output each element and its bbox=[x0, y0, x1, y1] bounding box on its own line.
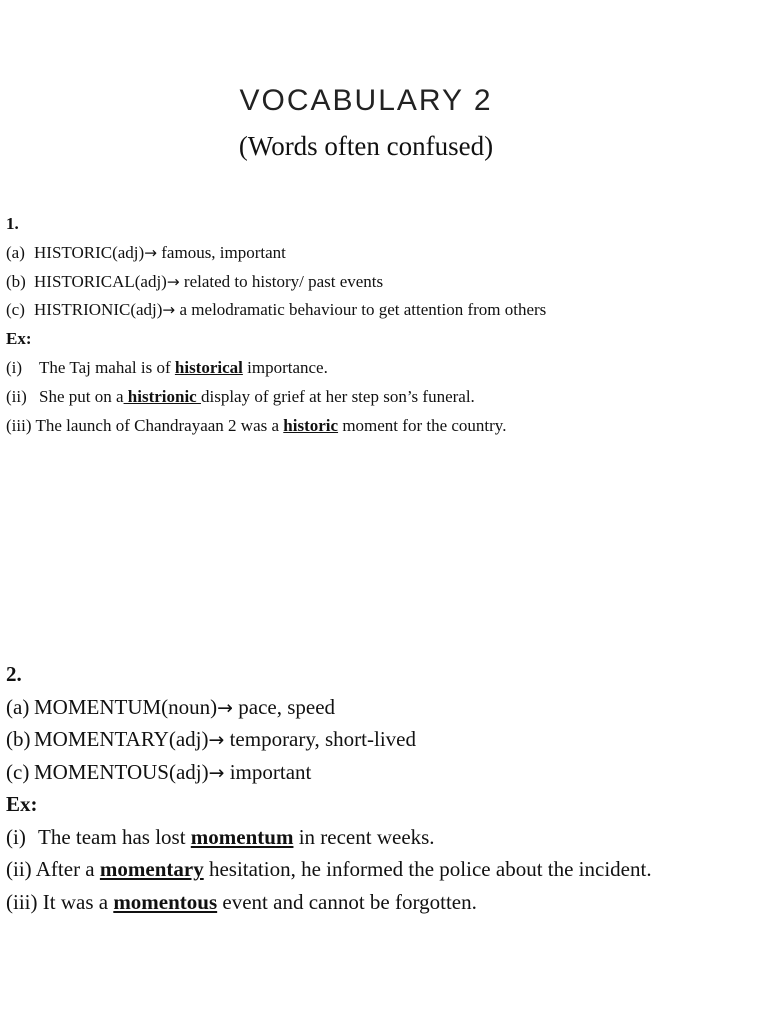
arrow-right-icon: → bbox=[208, 761, 225, 784]
example-label: (ii) bbox=[6, 386, 27, 406]
example-text-after: event and cannot be forgotten. bbox=[217, 889, 477, 914]
example-row bbox=[6, 853, 652, 886]
definition-label: (a) bbox=[6, 242, 25, 262]
example-keyword: momentous bbox=[113, 889, 218, 914]
example-row bbox=[6, 886, 652, 919]
example-text-after: importance. bbox=[242, 357, 328, 377]
example-keyword: historic bbox=[283, 415, 339, 435]
definition-meaning: temporary, short-lived bbox=[229, 727, 416, 751]
definition-word: HISTRIONIC(adj) bbox=[34, 300, 163, 320]
definition-word: MOMENTARY(adj) bbox=[34, 727, 209, 751]
arrow-right-icon: → bbox=[162, 301, 176, 320]
example-keyword: historical bbox=[174, 357, 243, 377]
definition-meaning: important bbox=[229, 759, 312, 784]
page-subtitle: (Words often confused) bbox=[238, 131, 494, 161]
arrow-right-icon: → bbox=[144, 243, 158, 262]
example-text-after: in recent weeks. bbox=[293, 824, 435, 849]
example-row bbox=[6, 383, 546, 412]
example-label: (i) bbox=[6, 357, 23, 377]
example-text-before: The Taj mahal is of bbox=[39, 357, 175, 377]
example-text-after: moment for the country. bbox=[338, 415, 507, 435]
example-text-after: display of grief at her step son’s funeral. bbox=[200, 386, 475, 406]
example-row bbox=[6, 412, 546, 441]
example-label: (iii) bbox=[6, 415, 32, 435]
example-text-before: The team has lost bbox=[38, 824, 191, 849]
examples-heading: Ex: bbox=[6, 329, 32, 349]
definition-meaning: famous, important bbox=[161, 242, 286, 262]
definition-row bbox=[6, 296, 546, 325]
definition-word: HISTORICAL(adj) bbox=[34, 271, 167, 291]
examples-heading: Ex: bbox=[6, 792, 38, 816]
definition-label: (b) bbox=[6, 271, 26, 291]
definition-row bbox=[6, 723, 652, 756]
example-text-before: She put on a bbox=[39, 386, 124, 406]
example-text-after: hesitation, he informed the police about the incident. bbox=[203, 857, 652, 881]
section-number: 2. bbox=[6, 662, 22, 686]
definition-word: MOMENTOUS(adj) bbox=[34, 759, 209, 784]
example-text-before: After a bbox=[35, 857, 100, 881]
arrow-right-icon: → bbox=[166, 272, 180, 291]
example-row bbox=[6, 354, 546, 383]
definition-label: (c) bbox=[6, 300, 25, 320]
section-1 bbox=[6, 210, 546, 440]
definition-label: (a) bbox=[6, 694, 30, 719]
definition-meaning: a melodramatic behaviour to get attention from others bbox=[179, 300, 547, 320]
definition-word: MOMENTUM(noun) bbox=[34, 694, 218, 719]
example-label: (ii) bbox=[6, 857, 32, 881]
definition-row bbox=[6, 239, 546, 268]
example-keyword: momentary bbox=[99, 857, 204, 881]
example-label: (iii) bbox=[6, 889, 38, 914]
section-number: 1. bbox=[6, 214, 19, 233]
definition-label: (b) bbox=[6, 727, 31, 751]
definition-word: HISTORIC(adj) bbox=[34, 242, 145, 262]
example-label: (i) bbox=[6, 824, 26, 849]
definition-label: (c) bbox=[6, 759, 30, 784]
page-title: VOCABULARY 2 bbox=[239, 84, 493, 117]
definition-row bbox=[6, 268, 546, 297]
section-2 bbox=[6, 658, 652, 918]
example-text-before: The launch of Chandrayaan 2 was a bbox=[35, 415, 284, 435]
arrow-right-icon: → bbox=[208, 729, 225, 751]
example-keyword: histrionic bbox=[123, 386, 201, 406]
definition-meaning: pace, speed bbox=[238, 694, 336, 719]
example-row bbox=[6, 821, 652, 854]
example-keyword: momentum bbox=[190, 824, 294, 849]
definition-row bbox=[6, 756, 652, 789]
definition-meaning: related to history/ past events bbox=[183, 271, 384, 291]
definition-row bbox=[6, 691, 652, 724]
example-text-before: It was a bbox=[42, 889, 114, 914]
arrow-right-icon: → bbox=[217, 696, 233, 719]
